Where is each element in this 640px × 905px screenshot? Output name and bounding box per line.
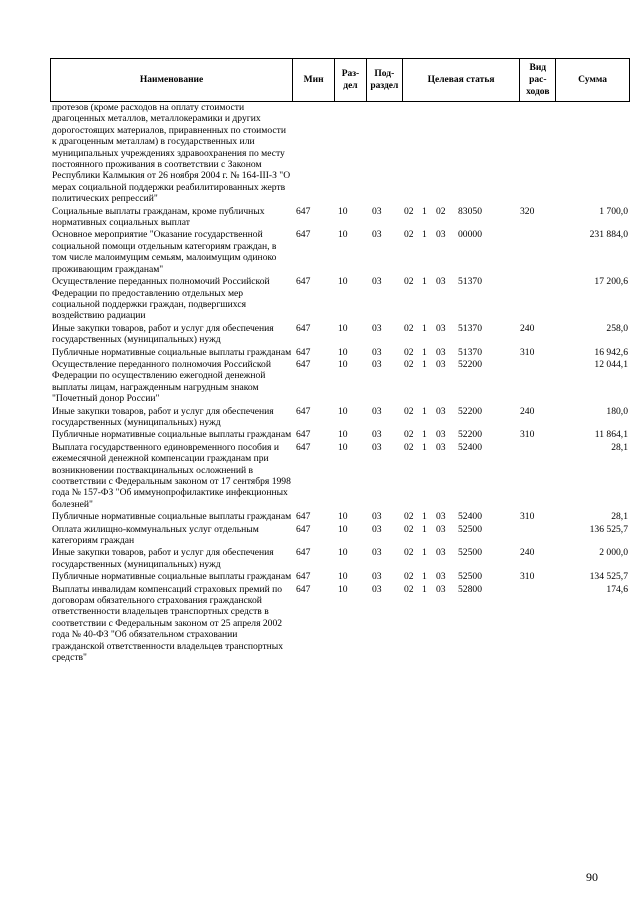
row-min: 647 <box>296 583 311 595</box>
celevaya-part: 03 <box>436 547 446 559</box>
row-celevaya <box>400 524 518 547</box>
table-row <box>50 206 630 229</box>
row-vid <box>518 524 554 547</box>
row-podrazdel: 03 <box>372 429 382 441</box>
row-summa: 11 864,1 <box>594 429 628 441</box>
row-razdel: 10 <box>338 346 348 358</box>
row-razdel: 10 <box>338 429 348 441</box>
header-celevaya: Целевая статья <box>402 59 520 101</box>
row-podrazdel: 03 <box>372 358 382 370</box>
celevaya-part: 03 <box>436 511 446 523</box>
row-celevaya <box>400 406 518 429</box>
row-vid: 240 <box>520 322 535 334</box>
table-row <box>50 102 630 205</box>
row-name: Выплаты инвалидам компенсаций страховых премий по договорам обязательного страхования гражданской ответственности владельцев транспортных средств в соответствии с Федеральным законом от 25 апреля 2002 года № 40-ФЗ "Об обязательном страховании гражданской ответственности владельцев транспортных средств" <box>52 583 284 664</box>
celevaya-part: 02 <box>404 429 414 441</box>
row-podrazdel: 03 <box>372 322 382 334</box>
celevaya-part: 52200 <box>458 405 482 417</box>
celevaya-part: 00000 <box>458 229 482 241</box>
row-summa: 28,1 <box>611 511 628 523</box>
table-row <box>50 359 630 405</box>
row-vid <box>518 359 554 405</box>
row-vid: 240 <box>520 405 535 417</box>
row-razdel: 10 <box>338 229 348 241</box>
row-name: Основное мероприятие "Оказание государственной социальной помощи отдельным категориям граждан, в том числе малоимущим семьям, малоимущим одиноко проживающим гражданам" <box>52 229 277 275</box>
row-min <box>292 102 336 205</box>
row-name: Иные закупки товаров, работ и услуг для обеспечения государственных (муниципальных) нужд <box>52 547 274 570</box>
celevaya-part: 1 <box>422 322 427 334</box>
header-summa: Сумма <box>555 59 629 101</box>
row-min: 647 <box>296 441 311 453</box>
table-header <box>50 58 630 102</box>
table-row <box>50 511 630 522</box>
table-row <box>50 571 630 582</box>
celevaya-part: 02 <box>404 346 414 358</box>
row-name: Публичные нормативные социальные выплаты гражданам <box>52 429 292 441</box>
celevaya-part: 1 <box>422 511 427 523</box>
row-name: Иные закупки товаров, работ и услуг для обеспечения государственных (муниципальных) нужд <box>52 322 274 346</box>
row-celevaya <box>400 276 518 322</box>
row-celevaya <box>400 429 518 440</box>
row-razdel: 10 <box>338 523 348 535</box>
table-row <box>50 323 630 346</box>
row-min: 647 <box>296 358 311 370</box>
row-celevaya <box>400 511 518 522</box>
celevaya-part: 03 <box>436 523 446 535</box>
row-vid <box>518 584 554 664</box>
row-name: Публичные нормативные социальные выплаты гражданам <box>52 511 292 523</box>
row-summa: 28,1 <box>611 441 628 453</box>
row-min: 647 <box>296 322 311 334</box>
row-razdel: 10 <box>338 441 348 453</box>
row-celevaya <box>400 547 518 570</box>
row-razdel: 10 <box>338 583 348 595</box>
row-name: Иные закупки товаров, работ и услуг для обеспечения государственных (муниципальных) нужд <box>52 405 274 428</box>
row-celevaya <box>400 571 518 582</box>
celevaya-part: 52400 <box>458 441 482 453</box>
row-podrazdel: 03 <box>372 405 382 417</box>
row-name: Публичные нормативные социальные выплаты гражданам <box>52 571 292 583</box>
row-celevaya <box>400 323 518 346</box>
celevaya-part: 51370 <box>458 346 482 358</box>
row-razdel: 10 <box>338 205 348 217</box>
row-celevaya <box>400 347 518 358</box>
celevaya-part: 02 <box>404 405 414 417</box>
celevaya-part: 52500 <box>458 523 482 535</box>
header-name: Наименование <box>139 75 204 85</box>
celevaya-part: 1 <box>422 571 427 583</box>
row-min: 647 <box>296 511 311 523</box>
celevaya-part: 52500 <box>458 571 482 583</box>
row-razdel: 10 <box>338 511 348 523</box>
row-podrazdel: 03 <box>372 511 382 523</box>
row-name: Выплата государственного единовременного пособия и ежемесячной денежной компенсации гражданам при возникновении поствакцинальных осложнений в соответствии с Федеральным законом от 17 сентября 1998 года № 157-ФЗ "Об иммунопрофилактике инфекционных болезней" <box>52 441 291 510</box>
table-row <box>50 406 630 429</box>
celevaya-part: 02 <box>404 276 414 288</box>
celevaya-part <box>436 102 458 205</box>
row-summa: 258,0 <box>606 322 628 334</box>
celevaya-part: 1 <box>422 441 427 453</box>
row-vid <box>518 229 554 275</box>
row-min: 647 <box>296 429 311 441</box>
celevaya-part: 1 <box>422 405 427 417</box>
celevaya-part: 1 <box>422 346 427 358</box>
celevaya-part: 52400 <box>458 511 482 523</box>
row-name: Осуществление переданных полномочий Российской Федерации по предоставлению отдельных мер социальной поддержки граждан, подвергшихся воздействию радиации <box>52 276 270 322</box>
header-min: Мин <box>292 59 334 101</box>
row-summa <box>554 102 630 205</box>
celevaya-part: 02 <box>404 358 414 370</box>
row-podrazdel: 03 <box>372 571 382 583</box>
celevaya-part: 52500 <box>458 547 482 559</box>
celevaya-part: 52800 <box>458 583 482 595</box>
celevaya-part: 02 <box>404 441 414 453</box>
row-min: 647 <box>296 405 311 417</box>
table-row <box>50 276 630 322</box>
row-vid: 310 <box>520 346 535 358</box>
celevaya-part: 1 <box>422 523 427 535</box>
row-celevaya <box>400 206 518 229</box>
celevaya-part: 1 <box>422 547 427 559</box>
row-razdel <box>336 102 366 205</box>
row-min: 647 <box>296 571 311 583</box>
celevaya-part: 03 <box>436 346 446 358</box>
table-row <box>50 429 630 440</box>
row-celevaya <box>400 102 518 205</box>
celevaya-part: 03 <box>436 358 446 370</box>
table-row <box>50 524 630 547</box>
row-podrazdel <box>366 102 400 205</box>
celevaya-part: 1 <box>422 276 427 288</box>
celevaya-part: 02 <box>404 205 414 217</box>
row-vid <box>518 276 554 322</box>
row-podrazdel: 03 <box>372 523 382 535</box>
row-name: Публичные нормативные социальные выплаты гражданам <box>52 346 292 358</box>
row-min: 647 <box>296 523 311 535</box>
celevaya-part: 03 <box>436 441 446 453</box>
row-summa: 180,0 <box>606 405 628 417</box>
row-min: 647 <box>296 346 311 358</box>
celevaya-part: 03 <box>436 571 446 583</box>
celevaya-part: 02 <box>404 583 414 595</box>
row-summa: 134 525,7 <box>589 571 628 583</box>
row-razdel: 10 <box>338 571 348 583</box>
row-razdel: 10 <box>338 405 348 417</box>
row-podrazdel: 03 <box>372 205 382 217</box>
table-row <box>50 547 630 570</box>
row-razdel: 10 <box>338 322 348 334</box>
row-summa: 231 884,0 <box>589 229 628 241</box>
celevaya-part: 03 <box>436 322 446 334</box>
celevaya-part <box>422 102 436 205</box>
row-razdel: 10 <box>338 358 348 370</box>
row-celevaya <box>400 229 518 275</box>
row-celevaya <box>400 584 518 664</box>
celevaya-part: 02 <box>404 571 414 583</box>
row-summa: 16 942,6 <box>594 346 628 358</box>
celevaya-part: 03 <box>436 229 446 241</box>
table-row <box>50 229 630 275</box>
row-summa: 136 525,7 <box>589 523 628 535</box>
celevaya-part: 1 <box>422 205 427 217</box>
celevaya-part: 83050 <box>458 205 482 217</box>
celevaya-part: 02 <box>436 205 446 217</box>
table-row <box>50 347 630 358</box>
celevaya-part: 1 <box>422 583 427 595</box>
row-vid: 320 <box>520 205 535 217</box>
row-vid <box>518 102 554 205</box>
row-vid <box>518 442 554 510</box>
row-min: 647 <box>296 205 311 217</box>
row-podrazdel: 03 <box>372 229 382 241</box>
row-name: Осуществление переданного полномочия Российской Федерации по осуществлению ежегодной денежной выплаты лицам, награжденным нагрудным знаком "Почетный донор России" <box>52 358 271 405</box>
header-podrazdel: Под- раздел <box>366 59 402 101</box>
row-podrazdel: 03 <box>372 276 382 288</box>
row-summa: 2 000,0 <box>599 547 628 559</box>
row-min: 647 <box>296 229 311 241</box>
row-celevaya <box>400 359 518 405</box>
celevaya-part <box>404 102 422 205</box>
celevaya-part: 51370 <box>458 276 482 288</box>
row-podrazdel: 03 <box>372 441 382 453</box>
celevaya-part: 02 <box>404 229 414 241</box>
celevaya-part: 03 <box>436 429 446 441</box>
row-summa: 1 700,0 <box>599 205 628 217</box>
row-vid: 240 <box>520 547 535 559</box>
row-podrazdel: 03 <box>372 346 382 358</box>
celevaya-part: 02 <box>404 511 414 523</box>
row-min: 647 <box>296 547 311 559</box>
row-vid: 310 <box>520 511 535 523</box>
row-vid: 310 <box>520 429 535 441</box>
row-celevaya <box>400 442 518 510</box>
row-summa: 174,6 <box>606 583 628 595</box>
celevaya-part: 1 <box>422 358 427 370</box>
celevaya-part: 51370 <box>458 322 482 334</box>
row-razdel: 10 <box>338 547 348 559</box>
table-body <box>50 102 630 664</box>
celevaya-part: 1 <box>422 229 427 241</box>
row-name: Оплата жилищно-коммунальных услуг отдельным категориям граждан <box>52 523 259 547</box>
row-razdel: 10 <box>338 276 348 288</box>
celevaya-part: 02 <box>404 523 414 535</box>
celevaya-part: 52200 <box>458 358 482 370</box>
row-podrazdel: 03 <box>372 547 382 559</box>
table-row <box>50 584 630 664</box>
row-vid: 310 <box>520 571 535 583</box>
row-name: протезов (кроме расходов на оплату стоимости драгоценных металлов, металлокерамики и других дорогостоящих материалов, приравненных по стоимости к драгоценным металлам) в государственных или муниципальных учреждениях здравоохранения по месту постоянного проживания в соответствии с Законом Республики Калмыкия от 26 ноября 2004 г. № 164-III-З "О мерах социальной поддержки реабилитированных жертв политических репрессий" <box>52 102 291 205</box>
celevaya-part: 02 <box>404 322 414 334</box>
table-row <box>50 442 630 510</box>
row-min: 647 <box>296 276 311 288</box>
header-vid: Вид рас- ходов <box>519 59 555 101</box>
row-podrazdel: 03 <box>372 583 382 595</box>
row-name: Социальные выплаты гражданам, кроме публичных нормативных социальных выплат <box>52 205 265 229</box>
celevaya-part: 03 <box>436 583 446 595</box>
page-number: 90 <box>586 870 598 884</box>
celevaya-part <box>458 102 494 205</box>
budget-table <box>50 58 630 664</box>
row-summa: 12 044,1 <box>594 358 628 370</box>
celevaya-part: 1 <box>422 429 427 441</box>
celevaya-part: 03 <box>436 405 446 417</box>
header-razdel: Раз- дел <box>334 59 366 101</box>
celevaya-part: 02 <box>404 547 414 559</box>
celevaya-part: 52200 <box>458 429 482 441</box>
row-summa: 17 200,6 <box>594 276 628 288</box>
celevaya-part: 03 <box>436 276 446 288</box>
